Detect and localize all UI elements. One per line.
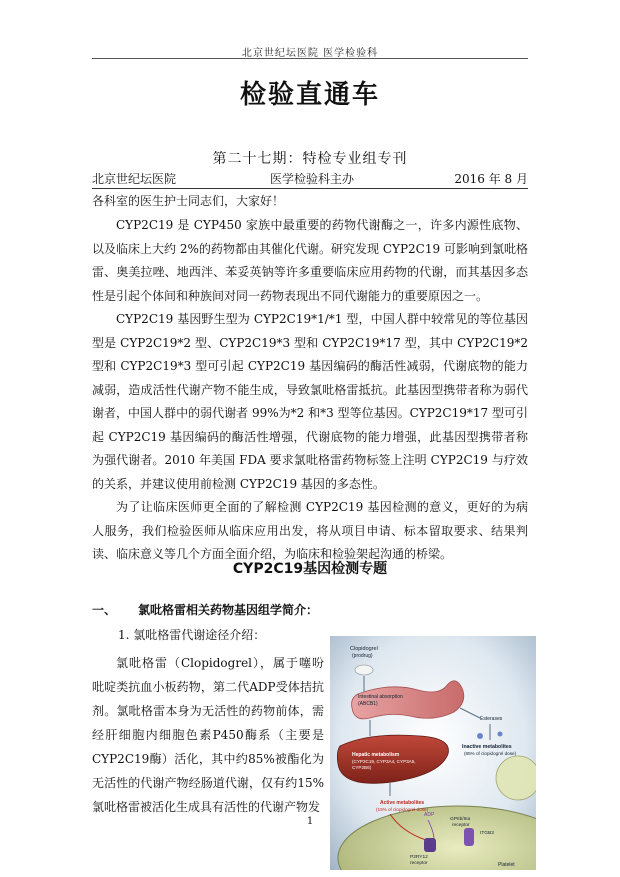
label-gp-receptor-2: receptor [452, 823, 470, 828]
item-heading: 1. 氯吡格雷代谢途径介绍： [118, 628, 266, 642]
issue-date: 2016 年 8 月 [454, 172, 528, 186]
pill-icon [355, 665, 373, 675]
label-active-metabolites: Active metabolites [380, 800, 425, 806]
label-p2y12: P2RY12 [410, 855, 428, 860]
subsection-number: 一、 [92, 603, 117, 617]
label-hepatic-enzymes: (CYP2C19, CYP3A4, CYP3A5, [352, 759, 416, 764]
page-number: 1 [306, 816, 314, 827]
column-paragraph: 氯吡格雷（Clopidogrel），属于噻吩吡啶类抗血小板药物，第二代ADP受体拮抗剂。氯吡格雷本身为无活性的药物前体，需经肝细胞内细胞色素P450酶系（主要是CYP2C19酶）活化，其中约85%被酯化为无活性的代谢产物经肠道代谢，仅有约15%氯吡格雷被活化生成具有活性的代谢产物发 [92, 656, 324, 814]
metabolism-illustration [330, 636, 536, 870]
label-hepatic-enzymes-2: CYP2B6) [352, 765, 372, 770]
label-platelet: Platelet [498, 862, 515, 868]
label-p2y12-receptor: receptor [410, 861, 428, 866]
newsletter-title: 检验直通车 [239, 80, 380, 110]
label-intestinal-absorption: Intestinal absorption [358, 694, 403, 700]
label-abcb1: (ABCB1) [358, 701, 378, 707]
label-itgb3: ITGB3 [480, 831, 494, 836]
label-esterases: Esterases [480, 716, 503, 722]
greeting: 各科室的医生护士同志们，大家好！ [92, 194, 285, 208]
label-inactive-percent: (85% of clopidogrel dose) [464, 751, 517, 756]
issue-organizer: 医学检验科主办 [270, 172, 355, 186]
label-prodrug: (prodrug) [352, 653, 373, 659]
header-rule [92, 58, 528, 59]
inactive-metabolite-dot [477, 733, 483, 739]
section-heading: CYP2C19基因检测专题 [232, 561, 388, 577]
label-inactive-metabolites: Inactive metabolites [462, 744, 512, 750]
label-gp-receptor: GPIIb/IIIa [450, 817, 471, 822]
subsection-heading [92, 601, 318, 618]
running-header: 北京世纪坛医院 医学检验科 [241, 48, 379, 59]
platelet-cell [496, 756, 536, 800]
issue-title: 第二十七期：特检专业组专刊 [212, 151, 408, 167]
label-hepatic-metabolism: Hepatic metabolism [352, 752, 400, 758]
p2y12-receptor-icon [424, 838, 436, 852]
issue-hospital: 北京世纪坛医院 [92, 172, 177, 186]
subsection-title: 氯吡格雷相关药物基因组学简介： [138, 603, 319, 617]
paragraph-2: CYP2C19 基因野生型为 CYP2C19*1/*1 型，中国人群中较常见的等位基因型是 CYP2C19*2 型、CYP2C19*3 型和 CYP2C19*17 型，其中 CYP2C19*2 型和 CYP2C19*3 型可引起 CYP2C19 基因编码的酶活性减弱，代谢底物的能力减弱，造成活性代谢产物不能生成，导致氯吡格雷抵抗。此基因型携带者称为弱代谢者，中国人群中的弱代谢者 99%为*2 和*3 型等位基因。CYP2C19*17 型可引起 CYP2C19 基因编码的酶活性增强，代谢底物的能力增强，此基因型携带者称为强代谢者。2010 年美国 FDA 要求氯吡格雷药物标签上注明 CYP2C19 与疗效的关系，并建议使用前检测 CYP2C19 基因的多态性。 [92, 312, 528, 491]
gp-receptor-icon [464, 828, 474, 846]
issue-meta-row [92, 170, 528, 189]
paragraph-3: 为了让临床医师更全面的了解检测 CYP2C19 基因检测的意义，更好的为病人服务，我们检验医师从临床应用出发，将从项目申请、标本留取要求、结果判读、临床意义等几个方面全面介绍，为临床和检验架起沟通的桥梁。 [92, 500, 528, 561]
inactive-metabolite-dot [498, 732, 503, 737]
label-clopidogrel: Clopidogrel [350, 646, 378, 652]
paragraph-1: CYP2C19 是 CYP450 家族中最重要的药物代谢酶之一，许多内源性底物、以及临床上大约 2%的药物都由其催化代谢。研究发现 CYP2C19 可影响到氯吡格雷、奥美拉唑、地西泮、苯妥英钠等许多重要临床应用药物的代谢，而其基因多态性是引起个体间和种族间对同一药物表现出不同代谢能力的重要原因之一。 [92, 218, 528, 303]
label-adp: ADP [424, 812, 435, 818]
label-active-percent: (15% of clopidogrel dose) [376, 807, 429, 812]
clopidogrel-metabolism-figure [330, 636, 536, 870]
